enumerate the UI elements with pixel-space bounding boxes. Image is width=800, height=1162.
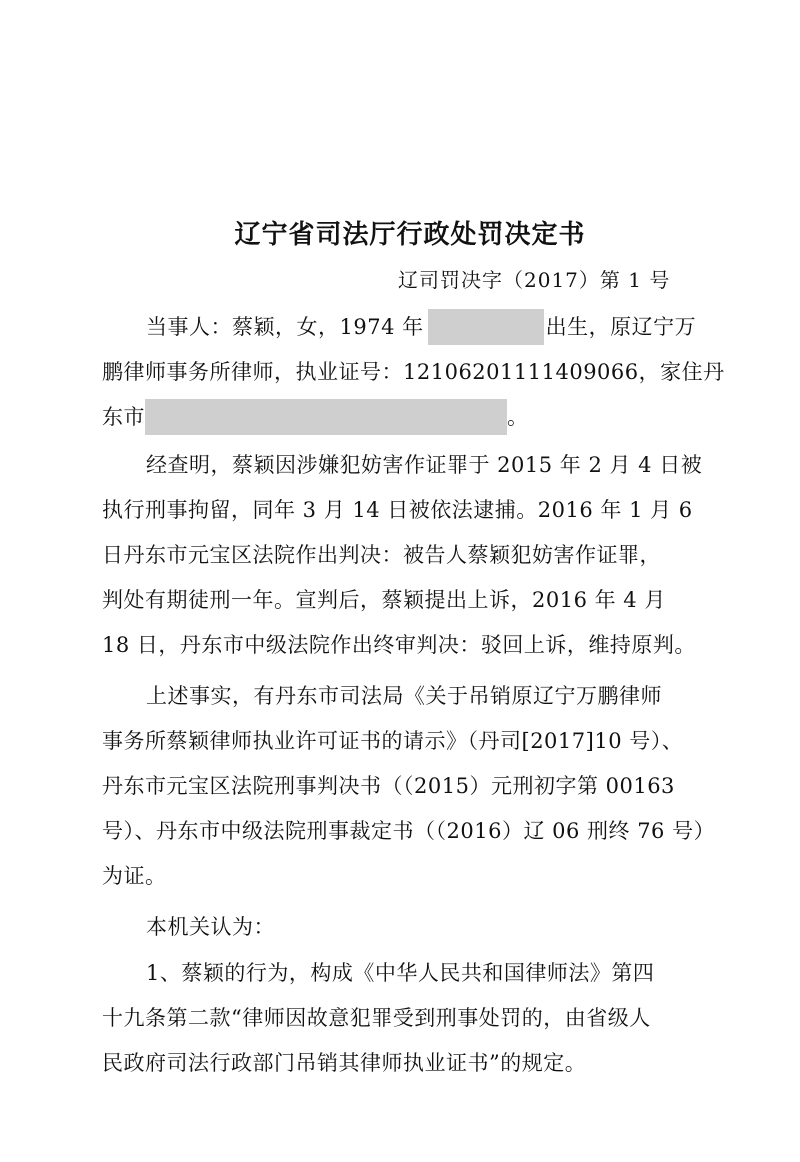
document-number: 辽司罚决字（2017）第 1 号 — [398, 268, 671, 292]
redaction-block — [428, 309, 544, 345]
text-run: 出生，原辽宁万 — [545, 315, 697, 339]
paragraph-line: 18 日，丹东市中级法院作出终审判决：驳回上诉，维持原判。 — [102, 633, 696, 657]
paragraph-line: 经查明，蔡颖因涉嫌犯妨害作证罪于 2015 年 2 月 4 日被 — [146, 453, 703, 477]
paragraph-findings — [102, 443, 722, 668]
paragraph-line: 上述事实，有丹东市司法局《关于吊销原辽宁万鹏律师 — [146, 684, 662, 708]
redaction-block — [145, 399, 507, 435]
document-title: 辽宁省司法厅行政处罚决定书 — [234, 220, 586, 250]
paragraph-line: 民政府司法行政部门吊销其律师执业证书”的规定。 — [102, 1051, 587, 1075]
paragraph-line: 十九条第二款“律师因故意犯罪受到刑事处罚的，由省级人 — [102, 1006, 651, 1030]
paragraph-line: 判处有期徒刑一年。宣判后，蔡颖提出上诉，2016 年 4 月 — [102, 588, 666, 612]
paragraph-line: 1、蔡颖的行为，构成《中华人民共和国律师法》第四 — [146, 961, 655, 985]
paragraph-opinion-1 — [102, 951, 722, 1086]
paragraph-line: 鹏律师事务所律师，执业证号：12106201111409066，家住丹 — [102, 360, 725, 384]
text-run: 东市 — [102, 405, 145, 429]
paragraph-line: 本机关认为： — [146, 915, 275, 939]
paragraph-party — [102, 305, 725, 440]
paragraph-evidence — [102, 674, 722, 899]
paragraph-line: 丹东市元宝区法院刑事判决书（（2015）元刑初字第 00163 — [102, 774, 675, 798]
paragraph-line: 日丹东市元宝区法院作出判决：被告人蔡颖犯妨害作证罪， — [102, 543, 661, 567]
text-run: 。 — [507, 405, 529, 429]
paragraph-line — [102, 395, 722, 440]
paragraph-line: 事务所蔡颖律师执业许可证书的请示》（丹司[2017]10 号）、 — [102, 729, 684, 753]
paragraph-line: 执行刑事拘留，同年 3 月 14 日被依法逮捕。2016 年 1 月 6 — [102, 498, 693, 522]
paragraph-line: 号）、丹东市中级法院刑事裁定书（（2016）辽 06 刑终 76 号） — [102, 819, 716, 843]
paragraph-line: 为证。 — [102, 864, 167, 888]
paragraph-opinion-heading — [102, 905, 722, 950]
text-run: 当事人：蔡颖，女，1974 年 — [146, 315, 424, 339]
paragraph-line — [102, 305, 722, 350]
